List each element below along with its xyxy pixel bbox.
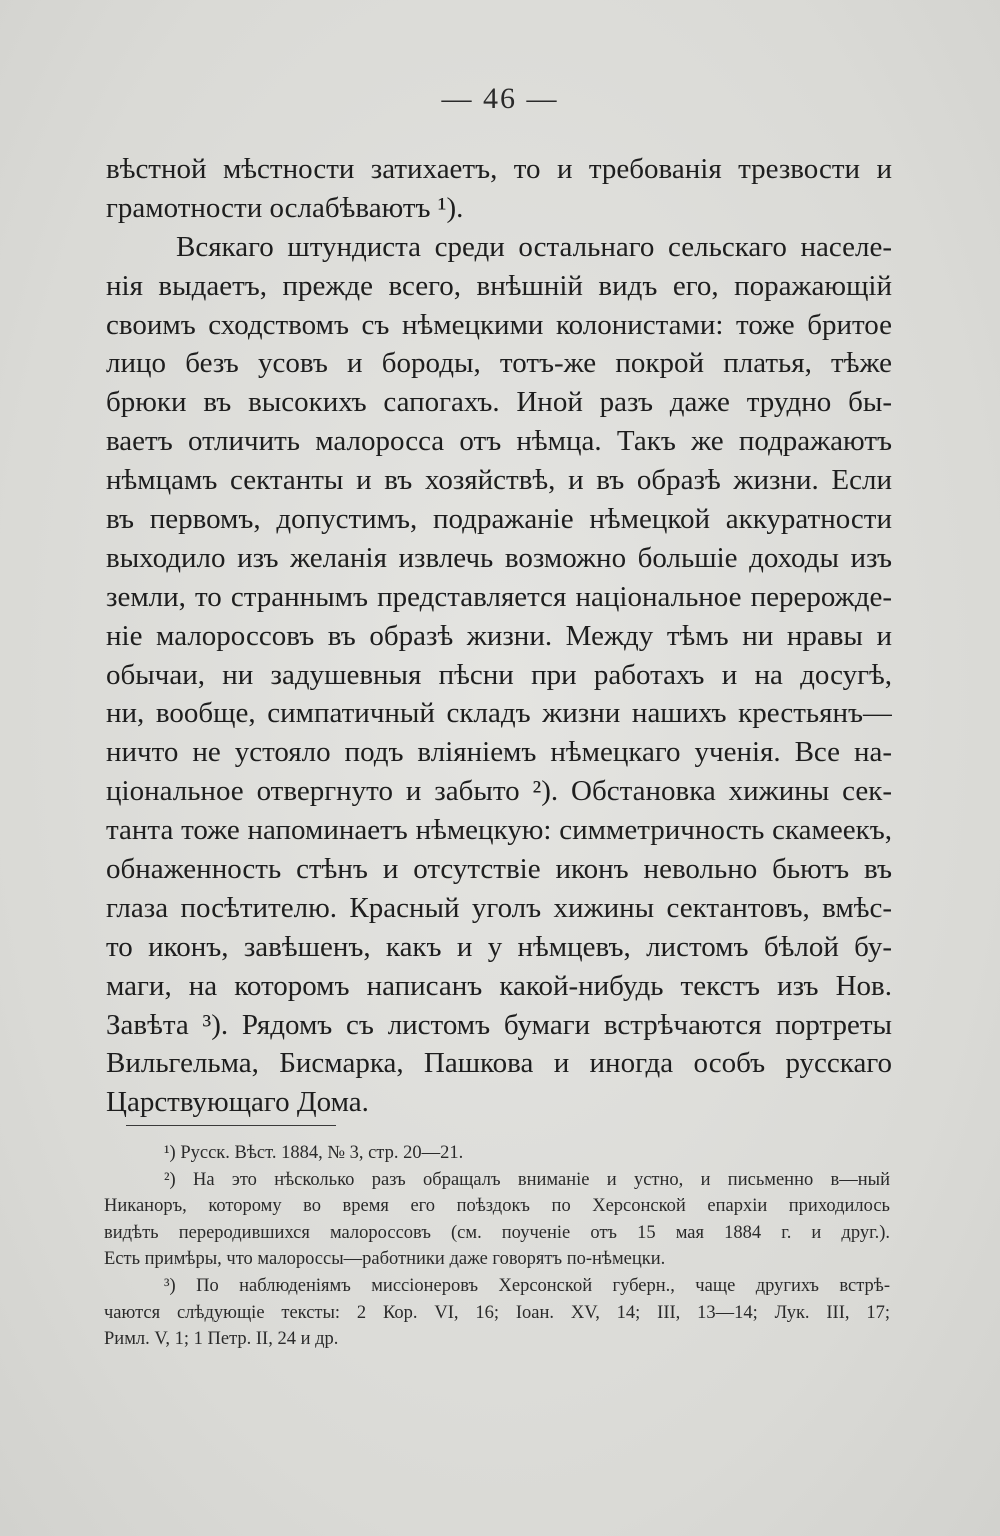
- footnote-line: видѣть переродившихся малороссовъ (см. поученіе отъ 15 мая 1884 г. и друг.).: [104, 1222, 890, 1243]
- text-line: ваетъ отличить малоросса отъ нѣмца. Такъ же подражаютъ: [106, 425, 892, 458]
- text-line: своимъ сходствомъ съ нѣмецкими колонистами: тоже бритое: [106, 308, 892, 341]
- text-line: Царствующаго Дома.: [106, 1086, 369, 1119]
- text-line: маги, на которомъ написанъ какой-нибудь текстъ изъ Нов.: [106, 969, 892, 1002]
- page-number: — 46 —: [441, 82, 559, 115]
- text-line: брюки въ высокихъ сапогахъ. Иной разъ даже трудно бы-: [106, 386, 892, 419]
- footnote-line: ¹) Русск. Вѣст. 1884, № 3, стр. 20—21.: [164, 1143, 464, 1163]
- footnote-line: Есть примѣры, что малороссы—работники даже говорятъ по-нѣмецки.: [104, 1249, 666, 1270]
- text-line: ничто не устояло подъ вліяніемъ нѣмецкаго ученія. Все на-: [106, 736, 892, 769]
- text-line: Завѣта ³). Рядомъ съ листомъ бумаги встрѣчаются портреты: [106, 1008, 892, 1041]
- text-line: нѣмцамъ сектанты и въ хозяйствѣ, и въ образѣ жизни. Если: [106, 464, 892, 497]
- text-line: въ первомъ, допустимъ, подражаніе нѣмецкой аккуратности: [106, 503, 892, 536]
- text-line: нія выдаетъ, прежде всего, внѣшній видъ его, поражающій: [106, 269, 892, 302]
- text-line: вѣстной мѣстности затихаетъ, то и требованія трезвости и: [106, 153, 892, 185]
- text-line: Вильгельма, Бисмарка, Пашкова и иногда особъ русскаго: [106, 1047, 892, 1080]
- text-line: ціональное отвергнуто и забыто ²). Обстановка хижины сек-: [106, 775, 892, 808]
- footnote-line: Римл. V, 1; 1 Петр. II, 24 и др.: [104, 1329, 339, 1350]
- text-line: ніе малороссовъ въ образѣ жизни. Между тѣмъ ни нравы и: [106, 619, 892, 652]
- footnote-line: Никаноръ, которому во время его поѣздокъ по Херсонской епархіи приходилось: [104, 1196, 890, 1217]
- text-line: ни, вообще, симпатичный складъ жизни нашихъ крестьянъ—: [106, 697, 892, 730]
- text-line: танта тоже напоминаетъ нѣмецкую: симметричность скамеекъ,: [106, 814, 892, 847]
- text-line: обнаженность стѣнъ и отсутствіе иконъ невольно бьютъ въ: [106, 853, 892, 886]
- footnotes: [104, 1140, 890, 1353]
- text-line: Всякаго штундиста среди остальнаго сельскаго населе-: [176, 230, 892, 263]
- footnote-line: ³) По наблюденіямъ миссіонеровъ Херсонской губерн., чаще другихъ встрѣ-: [164, 1275, 890, 1296]
- body-text: [106, 150, 892, 1122]
- text-line: то иконъ, завѣшенъ, какъ и у нѣмцевъ, листомъ бѣлой бу-: [106, 930, 892, 963]
- text-line: лицо безъ усовъ и бороды, тотъ-же покрой платья, тѣже: [106, 347, 892, 380]
- footnote-line: чаются слѣдующіе тексты: 2 Кор. VI, 16; Іоан. XV, 14; III, 13—14; Лук. III, 17;: [104, 1302, 890, 1323]
- text-line: грамотности ослабѣваютъ ¹).: [106, 191, 464, 224]
- text-line: земли, то страннымъ представляется національное перерожде-: [106, 580, 892, 613]
- text-line: обычаи, ни задушевныя пѣсни при работахъ и на досугѣ,: [106, 658, 892, 691]
- text-line: глаза посѣтителю. Красный уголъ хижины сектантовъ, вмѣс-: [106, 891, 892, 924]
- footnote-separator: [126, 1125, 336, 1126]
- text-line: выходило изъ желанія извлечь возможно большіе доходы изъ: [106, 541, 892, 574]
- footnote-line: ²) На это нѣсколько разъ обращалъ вниманіе и устно, и письменно в—ный: [164, 1169, 890, 1190]
